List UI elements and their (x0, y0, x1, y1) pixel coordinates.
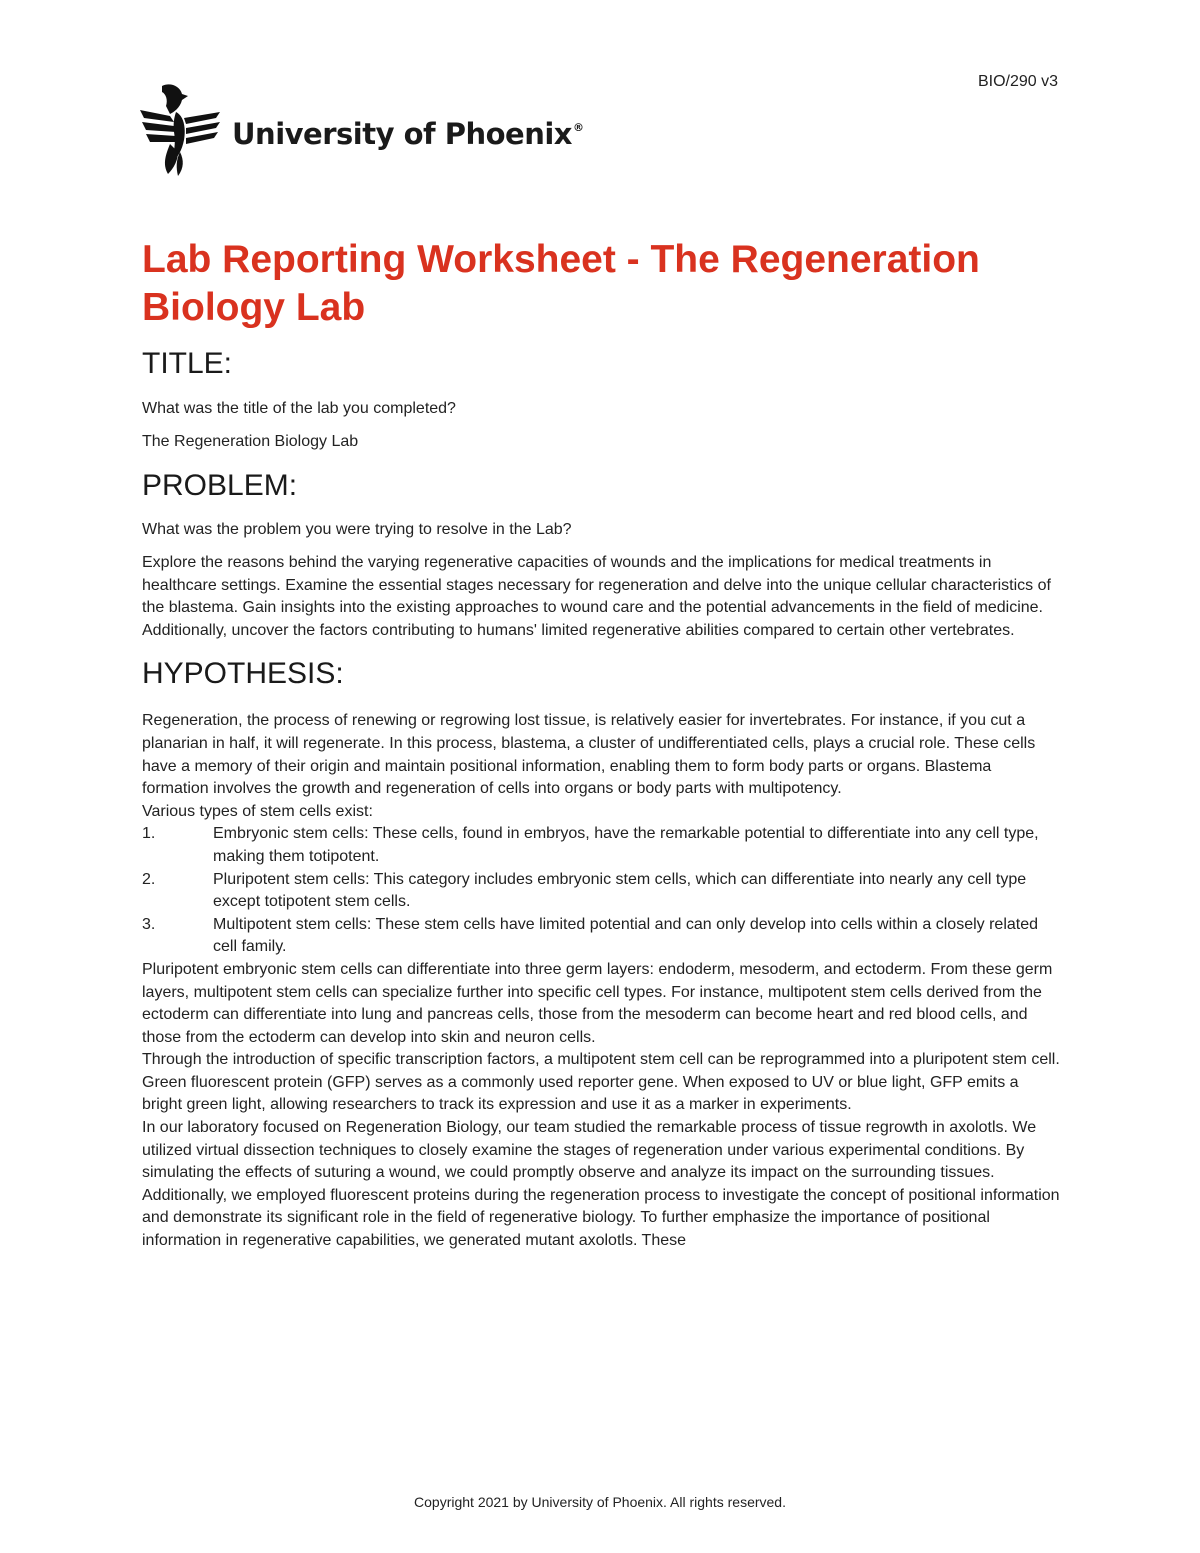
hypothesis-paragraph: Pluripotent embryonic stem cells can differentiate into three germ layers: endoderm, mesoderm, and ectoderm. From these germ layers, multipotent stem cells can specialize further into specific cell types. For instance, multipotent stem cells derived from the ectoderm can differentiate into lung and pancreas cells, those from the mesoderm can become heart and red blood cells, and those from the ectoderm can develop into skin and neuron cells. (142, 960, 1053, 1046)
list-item-text: Pluripotent stem cells: This category includes embryonic stem cells, which can differentiate into nearly any cell type except totipotent stem cells. (213, 870, 1027, 911)
registered-mark: ® (573, 121, 584, 134)
hypothesis-section-heading: HYPOTHESIS: (142, 657, 344, 691)
hypothesis-body (142, 710, 1062, 1252)
phoenix-bird-icon (140, 82, 222, 176)
hypothesis-paragraph: Through the introduction of specific transcription factors, a multipotent stem cell can be reprogrammed into a pluripotent stem cell. (142, 1051, 1060, 1069)
copyright-footer: Copyright 2021 by University of Phoenix. All rights reserved. (414, 1494, 786, 1510)
title-answer: The Regeneration Biology Lab (142, 433, 359, 450)
list-item-text: Multipotent stem cells: These stem cells have limited potential and can only develop into cells within a closely related cell family. (213, 915, 1039, 956)
list-item-text: Embryonic stem cells: These cells, found in embryos, have the remarkable potential to differentiate into any cell type, making them totipotent. (213, 825, 1039, 865)
page-title: Lab Reporting Worksheet - The Regeneration Biology Lab (142, 238, 980, 329)
title-section-heading: TITLE: (142, 347, 233, 380)
hypothesis-paragraph: Regeneration, the process of renewing or regrowing lost tissue, is relatively easier for invertebrates. For instance, if you cut a planarian in half, it will regenerate. In this process, blastema, a cluster of undifferentiated cells, plays a crucial role. These cells have a memory of their origin and maintain positional information, enabling them to form body parts or organs. Blastema formation involves the growth and regeneration of cells into organs or body parts with multipotency. (142, 712, 1036, 798)
problem-answer: Explore the reasons behind the varying regenerative capacities of wounds and the implications for medical treatments in healthcare settings. Examine the essential stages necessary for regeneration and delve into the unique cellular characteristics of the blastema. Gain insights into the existing approaches to wound care and the potential advancements in the field of medicine. Additionally, uncover the factors contributing to humans' limited regenerative abilities compared to certain other vertebrates. (142, 554, 1051, 639)
list-item-number: 3. (142, 915, 156, 933)
worksheet-content (142, 236, 1062, 1253)
list-item (142, 869, 1062, 914)
course-code: BIO/290 v3 (977, 73, 1058, 90)
hypothesis-paragraph: Various types of stem cells exist: (142, 802, 373, 820)
problem-section-heading: PROBLEM: (142, 469, 298, 502)
problem-question: What was the problem you were trying to resolve in the Lab? (142, 521, 572, 538)
hypothesis-paragraph: Green fluorescent protein (GFP) serves as a commonly used reporter gene. When exposed to UV or blue light, GFP emits a bright green light, allowing researchers to track its expression and use it as a marker in experiments. (142, 1073, 1019, 1114)
title-question: What was the title of the lab you completed? (142, 400, 456, 417)
logo-wordmark: University of Phoenix® (232, 117, 584, 151)
list-item (142, 914, 1062, 959)
list-item (142, 823, 1062, 868)
hypothesis-paragraph: In our laboratory focused on Regeneration Biology, our team studied the remarkable process of tissue regrowth in axolotls. We utilized virtual dissection techniques to closely examine the stages of regeneration under various experimental conditions. By simulating the effects of suturing a wound, we could promptly observe and analyze its impact on the surrounding tissues. Additionally, we employed fluorescent proteins during the regeneration process to investigate the concept of positional information and demonstrate its significant role in the field of regenerative biology. To further emphasize the importance of positional information in regenerative capabilities, we generated mutant axolotls. These (142, 1119, 1060, 1250)
list-item-number: 1. (142, 825, 156, 843)
list-item-number: 2. (142, 870, 156, 888)
university-logo (140, 82, 584, 176)
